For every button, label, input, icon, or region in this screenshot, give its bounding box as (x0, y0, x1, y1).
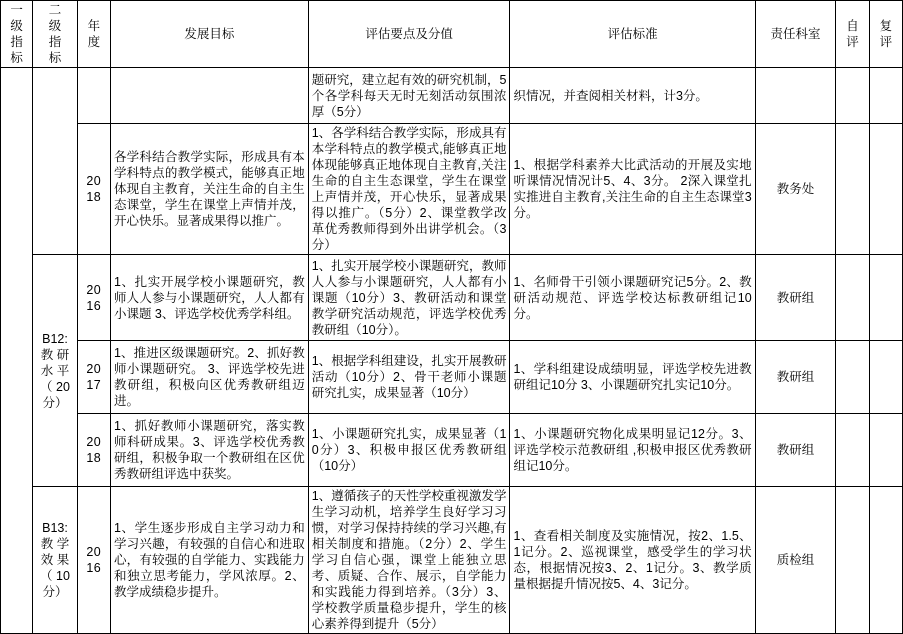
cell-points (308, 68, 510, 124)
table-row (1, 487, 903, 634)
cell-goal (110, 124, 308, 255)
header-self-label: 自评 (846, 19, 859, 49)
cell-standard (510, 124, 755, 255)
goal-text: 1、推进区级课题研究。2、抓好教师小课题研究。 3、评选学校先进教研组，积极向区优秀教研组迈进。 (113, 346, 305, 408)
standard-text: 织情况，并查阅相关材料，计3分。 (513, 88, 708, 103)
table-header-row (1, 1, 903, 68)
cell-dept (755, 68, 836, 124)
cell-points (308, 124, 510, 255)
cell-goal (110, 487, 308, 634)
standard-text: 1、学科组建设成绩明显，评选学校先进教研组记10分 3、小课题研究扎实记10分。 (513, 362, 752, 392)
cell-points (308, 414, 510, 487)
cell-year (77, 68, 110, 124)
cell-review-score[interactable] (869, 414, 902, 487)
cell-self-score[interactable] (836, 487, 869, 634)
header-standard (510, 1, 755, 68)
header-level2-label: 二级指标 (48, 3, 62, 65)
header-review-label: 复评 (879, 19, 893, 49)
points-text: 1、小课题研究扎实，成果显著（10分）3、积极申报区优秀教研组（10分） (311, 427, 507, 473)
header-review (869, 1, 902, 68)
points-text: 1、根据学科组建设，扎实开展教研活动（10分）2、骨干老师小课题研究扎实，成果显著（10分） (311, 354, 507, 400)
cell-goal (110, 414, 308, 487)
header-year (77, 1, 110, 68)
header-level1-label: 一级指标 (10, 3, 23, 65)
cell-review-score[interactable] (869, 341, 902, 414)
cell-year (77, 124, 110, 255)
dept-label: 教研组 (776, 443, 815, 457)
points-text: 1、各学科结合教学实际，形成具有本学科特点的教学模式,能够真正地体现能够真正地体现自主教育,关注生命的自主生态课堂，学生在课堂上声情并茂，开心快乐，显著成果得以推广。（5分）2、课堂教学改革优秀教师得到外出讲学机会。（3分） (311, 126, 507, 252)
year-label: 2018 (86, 435, 102, 465)
dept-label: 质检组 (776, 553, 815, 567)
points-text: 题研究，建立起有效的研究机制，5个各学科每天无时无刻活动氛围浓厚（5分） (311, 72, 507, 119)
goal-text: 各学科结合教学实际，形成具有本学科特点的教学模式，能够真正地体现自主教育，关注生命的自主生态课堂，学生在课堂上声情并茂，开心快乐。显著成果得以推广。 (113, 150, 305, 228)
cell-level2 (33, 255, 77, 487)
table-row (1, 68, 903, 124)
table-body (1, 68, 903, 634)
cell-points (308, 255, 510, 341)
points-text: 1、扎实开展学校小课题研究，教师人人参与小课题研究，人人都有小课题（10分）3、教研活动和课堂教学研究活动规范，评选学校优秀教研组（10分）。 (311, 258, 507, 337)
header-dept (755, 1, 836, 68)
standard-text: 1、小课题研究物化成果明显记12分。3、评选学校示范教研组 ,积极申报区优秀教研组记10分。 (513, 427, 752, 473)
year-label: 2016 (86, 545, 102, 575)
cell-self-score[interactable] (836, 341, 869, 414)
cell-level2 (33, 68, 77, 255)
header-points (308, 1, 510, 68)
year-label: 2016 (86, 282, 102, 313)
cell-year (77, 341, 110, 414)
year-label: 2018 (86, 174, 102, 204)
points-text: 1、遵循孩子的天性学校重视激发学生学习动机，培养学生良好学习习惯，对学习保持持续的学习兴趣,有相关制度和措施。（2分）2、学生学习自信心强，课堂上能独立思考、质疑、合作、展示，自学能力和实践能力得到培养。（3分）3、学校教学质量稳步提升，学生的核心素养得到提升（5分） (311, 489, 507, 631)
level2-label: B13:教 学 效 果（ 10分） (40, 521, 70, 599)
cell-standard (510, 68, 755, 124)
cell-goal (110, 341, 308, 414)
cell-year (77, 414, 110, 487)
cell-standard (510, 414, 755, 487)
header-self (836, 1, 869, 68)
cell-review-score[interactable] (869, 487, 902, 634)
dept-label: 教研组 (776, 290, 815, 305)
header-points-label: 评估要点及分值 (365, 27, 453, 41)
table-row (1, 124, 903, 255)
header-goal (110, 1, 308, 68)
cell-review-score[interactable] (869, 68, 902, 124)
cell-goal (110, 68, 308, 124)
cell-year (77, 255, 110, 341)
cell-year (77, 487, 110, 634)
dept-label: 教研组 (776, 370, 815, 384)
cell-standard (510, 255, 755, 341)
level2-label: B12:教 研 水 平（ 20分） (40, 331, 70, 410)
cell-dept (755, 255, 836, 341)
standard-text: 1、名师骨干引领小课题研究记5分。2、教研活动规范、评选学校达标教研组记10分。 (513, 274, 752, 321)
cell-level1 (1, 68, 33, 634)
cell-dept (755, 341, 836, 414)
header-level2 (33, 1, 77, 68)
header-standard-label: 评估标准 (607, 27, 658, 41)
cell-standard (510, 341, 755, 414)
cell-self-score[interactable] (836, 124, 869, 255)
goal-text: 1、扎实开展学校小课题研究，教师人人参与小课题研究，人人都有小课题 3、评选学校优秀学科组。 (113, 274, 305, 321)
cell-self-score[interactable] (836, 68, 869, 124)
goal-text: 1、抓好教师小课题研究，落实教师科研成果。3、评选学校优秀教研组，积极争取一个教研组在区优秀教研组评选中获奖。 (113, 419, 305, 481)
cell-dept (755, 414, 836, 487)
header-year-label: 年度 (87, 19, 101, 49)
table-row (1, 255, 903, 341)
cell-standard (510, 487, 755, 634)
cell-dept (755, 487, 836, 634)
header-dept-label: 责任科室 (770, 27, 821, 41)
cell-points (308, 487, 510, 634)
cell-self-score[interactable] (836, 414, 869, 487)
goal-text: 1、学生逐步形成自主学习动力和学习兴趣，有较强的自信心和进取心，有较强的自学能力、实践能力和独立思考能力，学风浓厚。2、教学成绩稳步提升。 (113, 521, 305, 599)
standard-text: 1、查看相关制度及实施情况，按2、1.5、1记分。2、巡视课堂，感受学生的学习状态，根据情况按3、2、1记分。3、教学质量根据提升情况按5、4、3记分。 (513, 529, 752, 591)
cell-dept (755, 124, 836, 255)
cell-self-score[interactable] (836, 255, 869, 341)
header-level1 (1, 1, 33, 68)
cell-review-score[interactable] (869, 255, 902, 341)
year-label: 2017 (86, 362, 102, 392)
dept-label: 教务处 (776, 182, 815, 196)
table-row (1, 341, 903, 414)
cell-review-score[interactable] (869, 124, 902, 255)
standard-text: 1、根据学科素养大比武活动的开展及实地听课情况情况计5、4、3分。 2深入课堂扎实推进自主教育,关注生命的自主生态课堂3分。 (513, 158, 752, 220)
table-row (1, 414, 903, 487)
cell-level2 (33, 487, 77, 634)
header-goal-label: 发展目标 (184, 27, 235, 41)
cell-goal (110, 255, 308, 341)
cell-points (308, 341, 510, 414)
